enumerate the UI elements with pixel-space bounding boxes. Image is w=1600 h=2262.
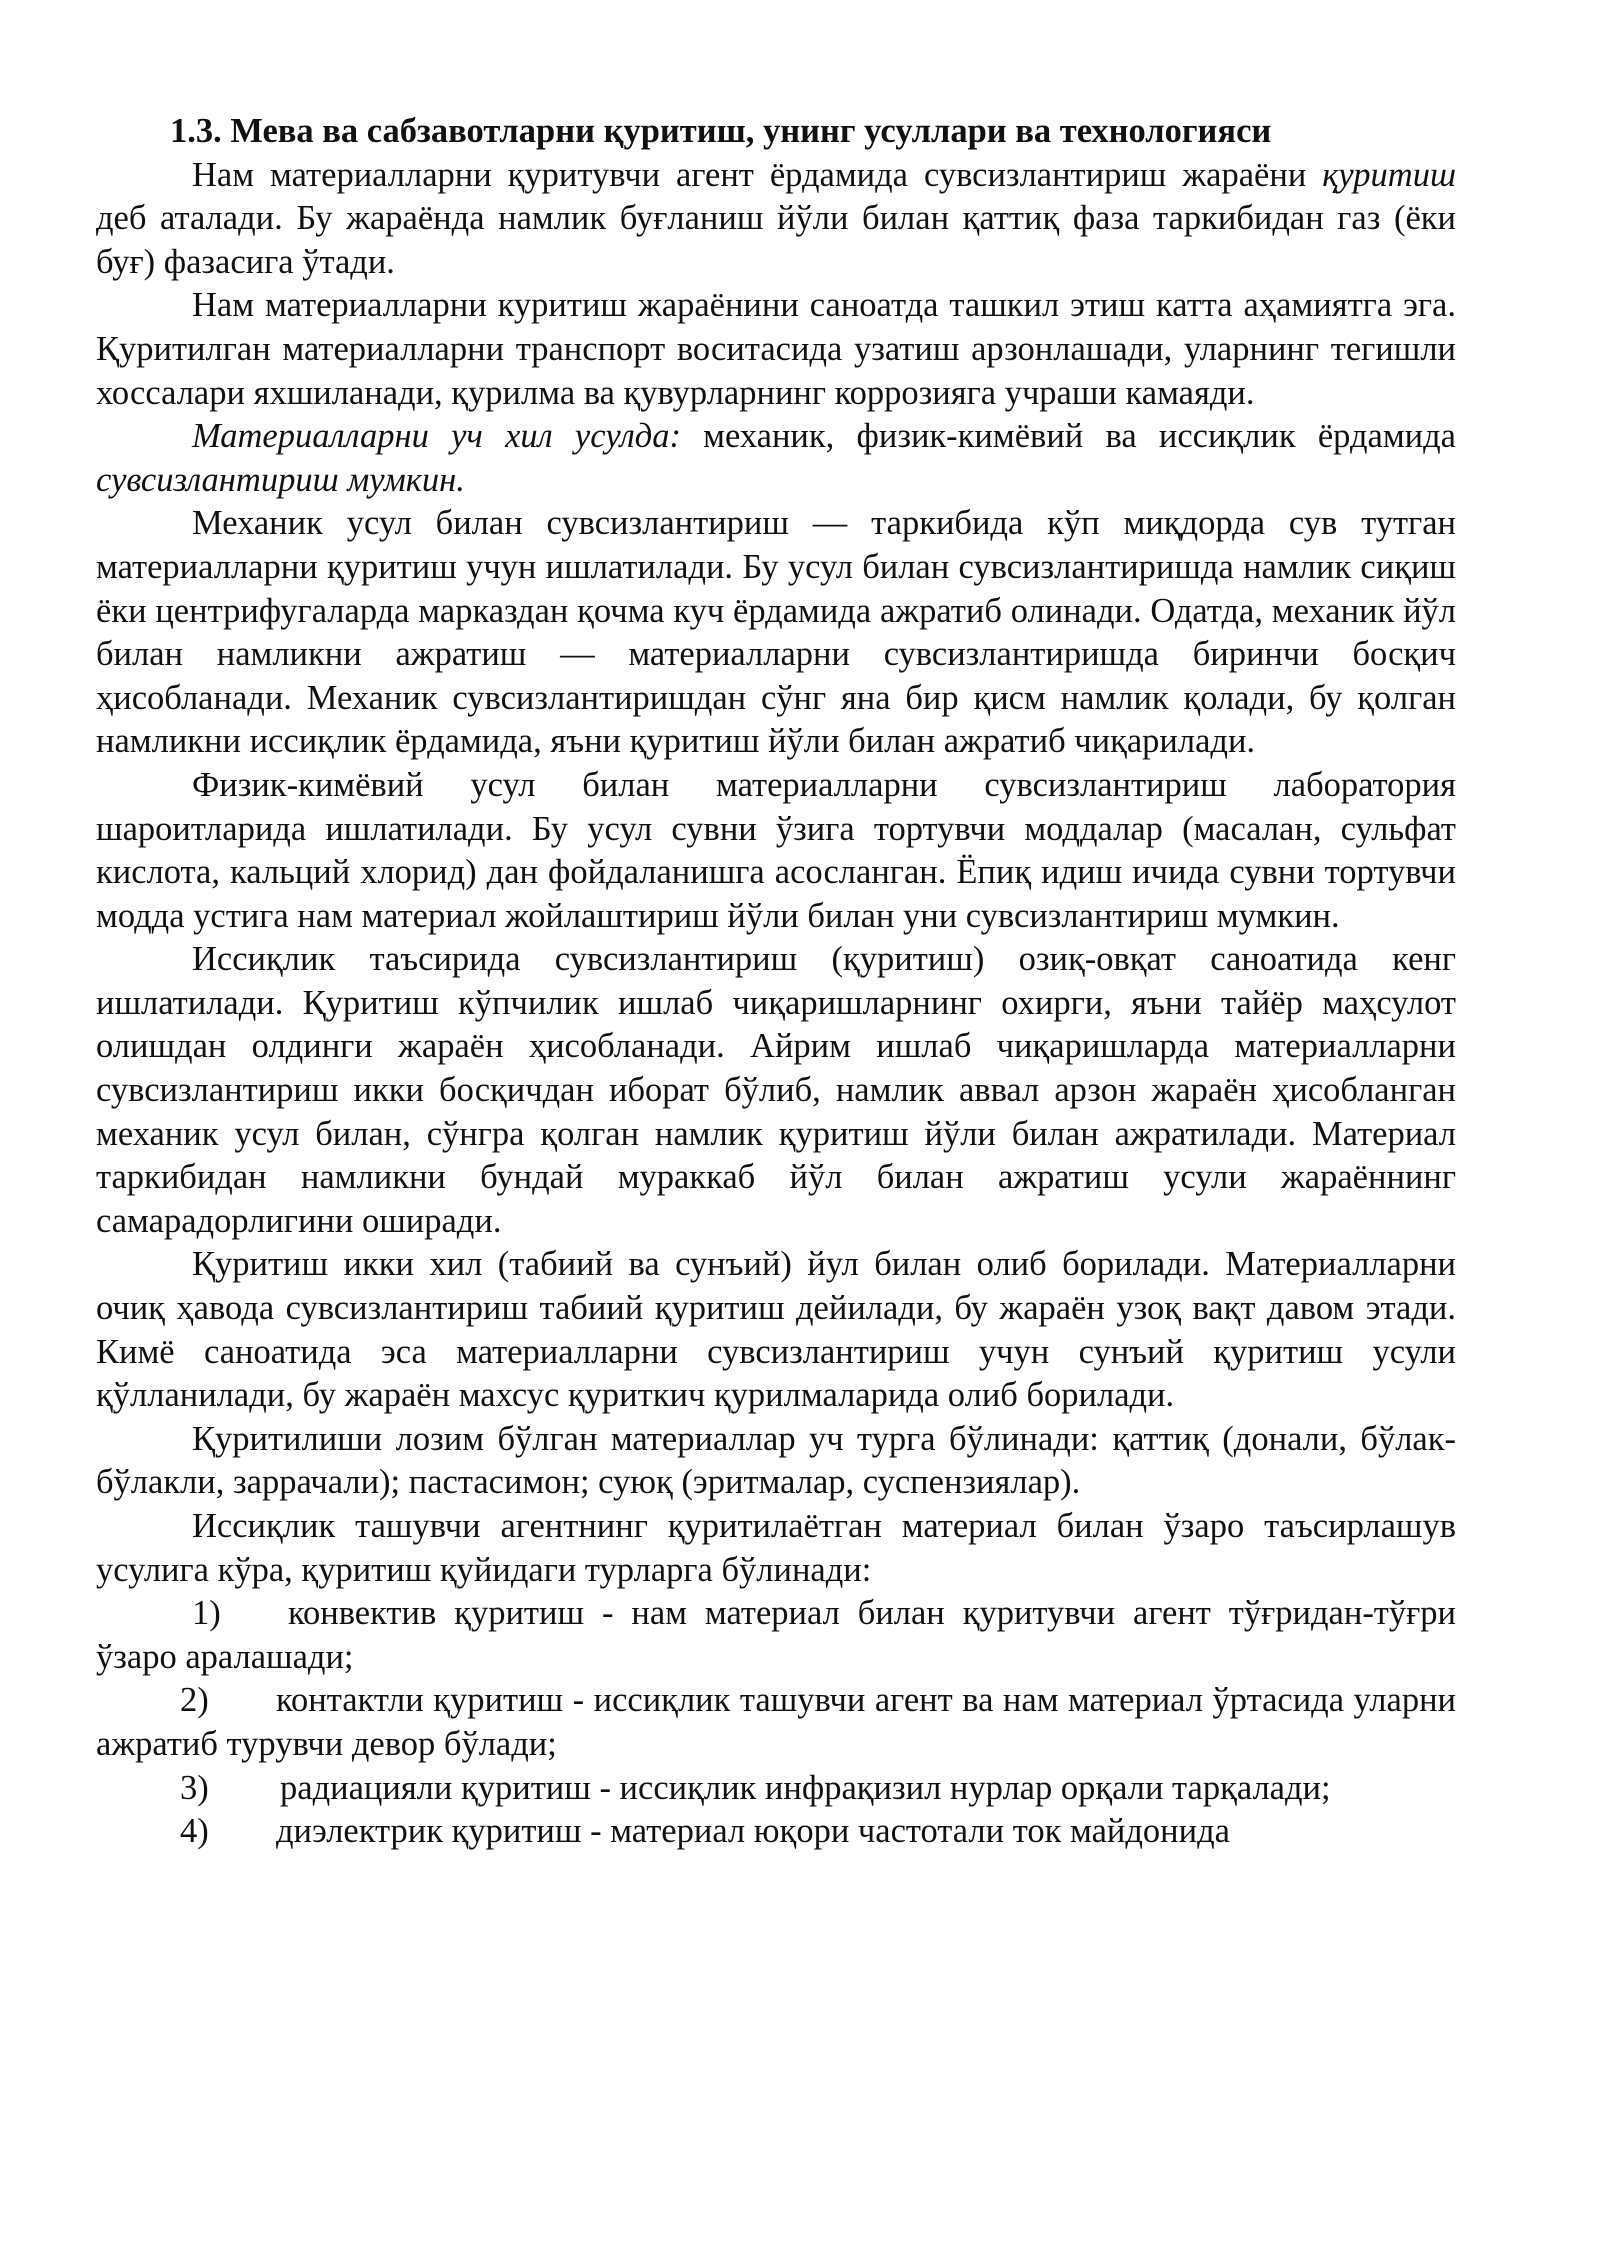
paragraph-thermal: Иссиқлик таъсирида сувсизлантириш (қуритиш) озиқ-овқат саноатида кенг ишлатилади. Қуритиш кўпчилик ишлаб чиқаришларнинг охирги, яъни тайёр маҳсулот олишдан олдинги жараён ҳисобланади. Айрим ишлаб чиқаришларда материалларни сувсизлантириш икки босқичдан иборат бўлиб, намлик аввал арзон жараён ҳисобланган механик усул билан, сўнгра қолган намлик қуритиш йўли билан ажратилади. Материал таркибидан намликни бундай мураккаб йўл билан ажратиш усули жараённинг самарадорлигини оширади.	[96, 940, 1456, 1240]
list-text: контактли қуритиш - иссиқлик ташувчи агент ва нам материал ўртасида уларни ажратиб турувчи девор бўлади;	[96, 1681, 1456, 1763]
paragraph-material-types: Қуритилиши лозим бўлган материаллар уч турга бўлинади: қаттиқ (донали, бўлак-бўлакли, заррачали); пастасимон; суюқ (эритмалар, суспензиялар).	[96, 1419, 1456, 1502]
list-item	[96, 1592, 1456, 1679]
list-number: 2)	[180, 1681, 209, 1720]
italic-phrase: сувсизлантириш мумкин.	[96, 460, 465, 499]
list-number: 1)	[192, 1594, 221, 1633]
list-text: радиацияли қуритиш - иссиқлик инфрақизил нурлар орқали тарқалади;	[280, 1768, 1331, 1807]
paragraph-text: деб аталади. Бу жараёнда намлик буғланиш йўли билан қаттиқ фаза таркибидан газ (ёки буғ) фазасига ўтади.	[96, 199, 1456, 281]
paragraph-natural-artificial: Қуритиш икки хил (табиий ва сунъий) йул билан олиб борилади. Материалларни очиқ ҳавода сувсизлантириш табиий қуритиш дейилади, бу жараён узоқ вақт давом этади. Кимё саноатида эса материалларни сувсизлантириш учун сунъий қуритиш усули қўлланилади, бу жараён махсус қуриткич қурилмаларида олиб борилади.	[96, 1245, 1456, 1415]
section-title: 1.3. Мева ва сабзавотларни қуритиш, унинг усуллари ва технологияси	[170, 112, 1272, 150]
paragraph-physchem: Физик-кимёвий усул билан материалларни сувсизлантириш лаборатория шароитларида ишлатилади. Бу усул сувни ўзига тортувчи моддалар (масалан, сульфат кислота, кальций хлорид) дан фойдаланишга асосланган. Ёпиқ идиш ичида сувни тортувчи модда устига нам материал жойлаштириш йўли билан уни сувсизлантириш мумкин.	[96, 765, 1456, 935]
italic-phrase: Материалларни уч хил усулда:	[192, 417, 681, 456]
list-item	[96, 1767, 1456, 1811]
paragraph-classification: Иссиқлик ташувчи агентнинг қуритилаётган материал билан ўзаро таъсирлашув усулига кўра, қуритиш қуйидаги турларга бўлинади:	[96, 1507, 1456, 1589]
italic-term: қуритиш	[1322, 155, 1456, 194]
paragraph-text: механик, физик-кимёвий ва иссиқлик ёрдамида	[680, 417, 1456, 456]
paragraph-mechanical: Механик усул билан сувсизлантириш — таркибида кўп миқдорда сув тутган материалларни қуритиш учун ишлатилади. Бу усул билан сувсизлантиришда намлик сиқиш ёки центрифугаларда марказдан қочма куч ёрдамида ажратиб олинади. Одатда, механик йўл билан намликни ажратиш — материалларни сувсизлантиришда биринчи босқич ҳисобланади. Механик сувсизлантиришдан сўнг яна бир қисм намлик қолади, бу қолган намликни иссиқлик ёрдамида, яъни қуритиш йўли билан ажратиб чиқарилади.	[96, 504, 1456, 761]
paragraph-definition	[96, 154, 1456, 285]
list-text: диэлектрик қуритиш - материал юқори частотали ток майдонида	[276, 1812, 1230, 1851]
paragraph-importance: Нам материалларни куритиш жараёнини саноатда ташкил этиш катта аҳамиятга эга. Қуритилган материалларни транспорт воситасида узатиш арзонлашади, уларнинг тегишли хоссалари яхшиланади, қурилма ва қувурларнинг коррозияга учраши камаяди.	[96, 286, 1456, 412]
list-number: 4)	[180, 1812, 209, 1851]
list-item	[96, 1679, 1456, 1766]
document-page	[96, 110, 1456, 1854]
list-number: 3)	[180, 1768, 209, 1807]
paragraph-methods	[96, 415, 1456, 502]
paragraph-text: Нам материалларни қуритувчи агент ёрдамида сувсизлантириш жараёни	[192, 155, 1323, 194]
list-item	[96, 1810, 1456, 1854]
list-text: конвектив қуритиш - нам материал билан қуритувчи агент тўғридан-тўғри ўзаро аралашади;	[96, 1594, 1456, 1676]
